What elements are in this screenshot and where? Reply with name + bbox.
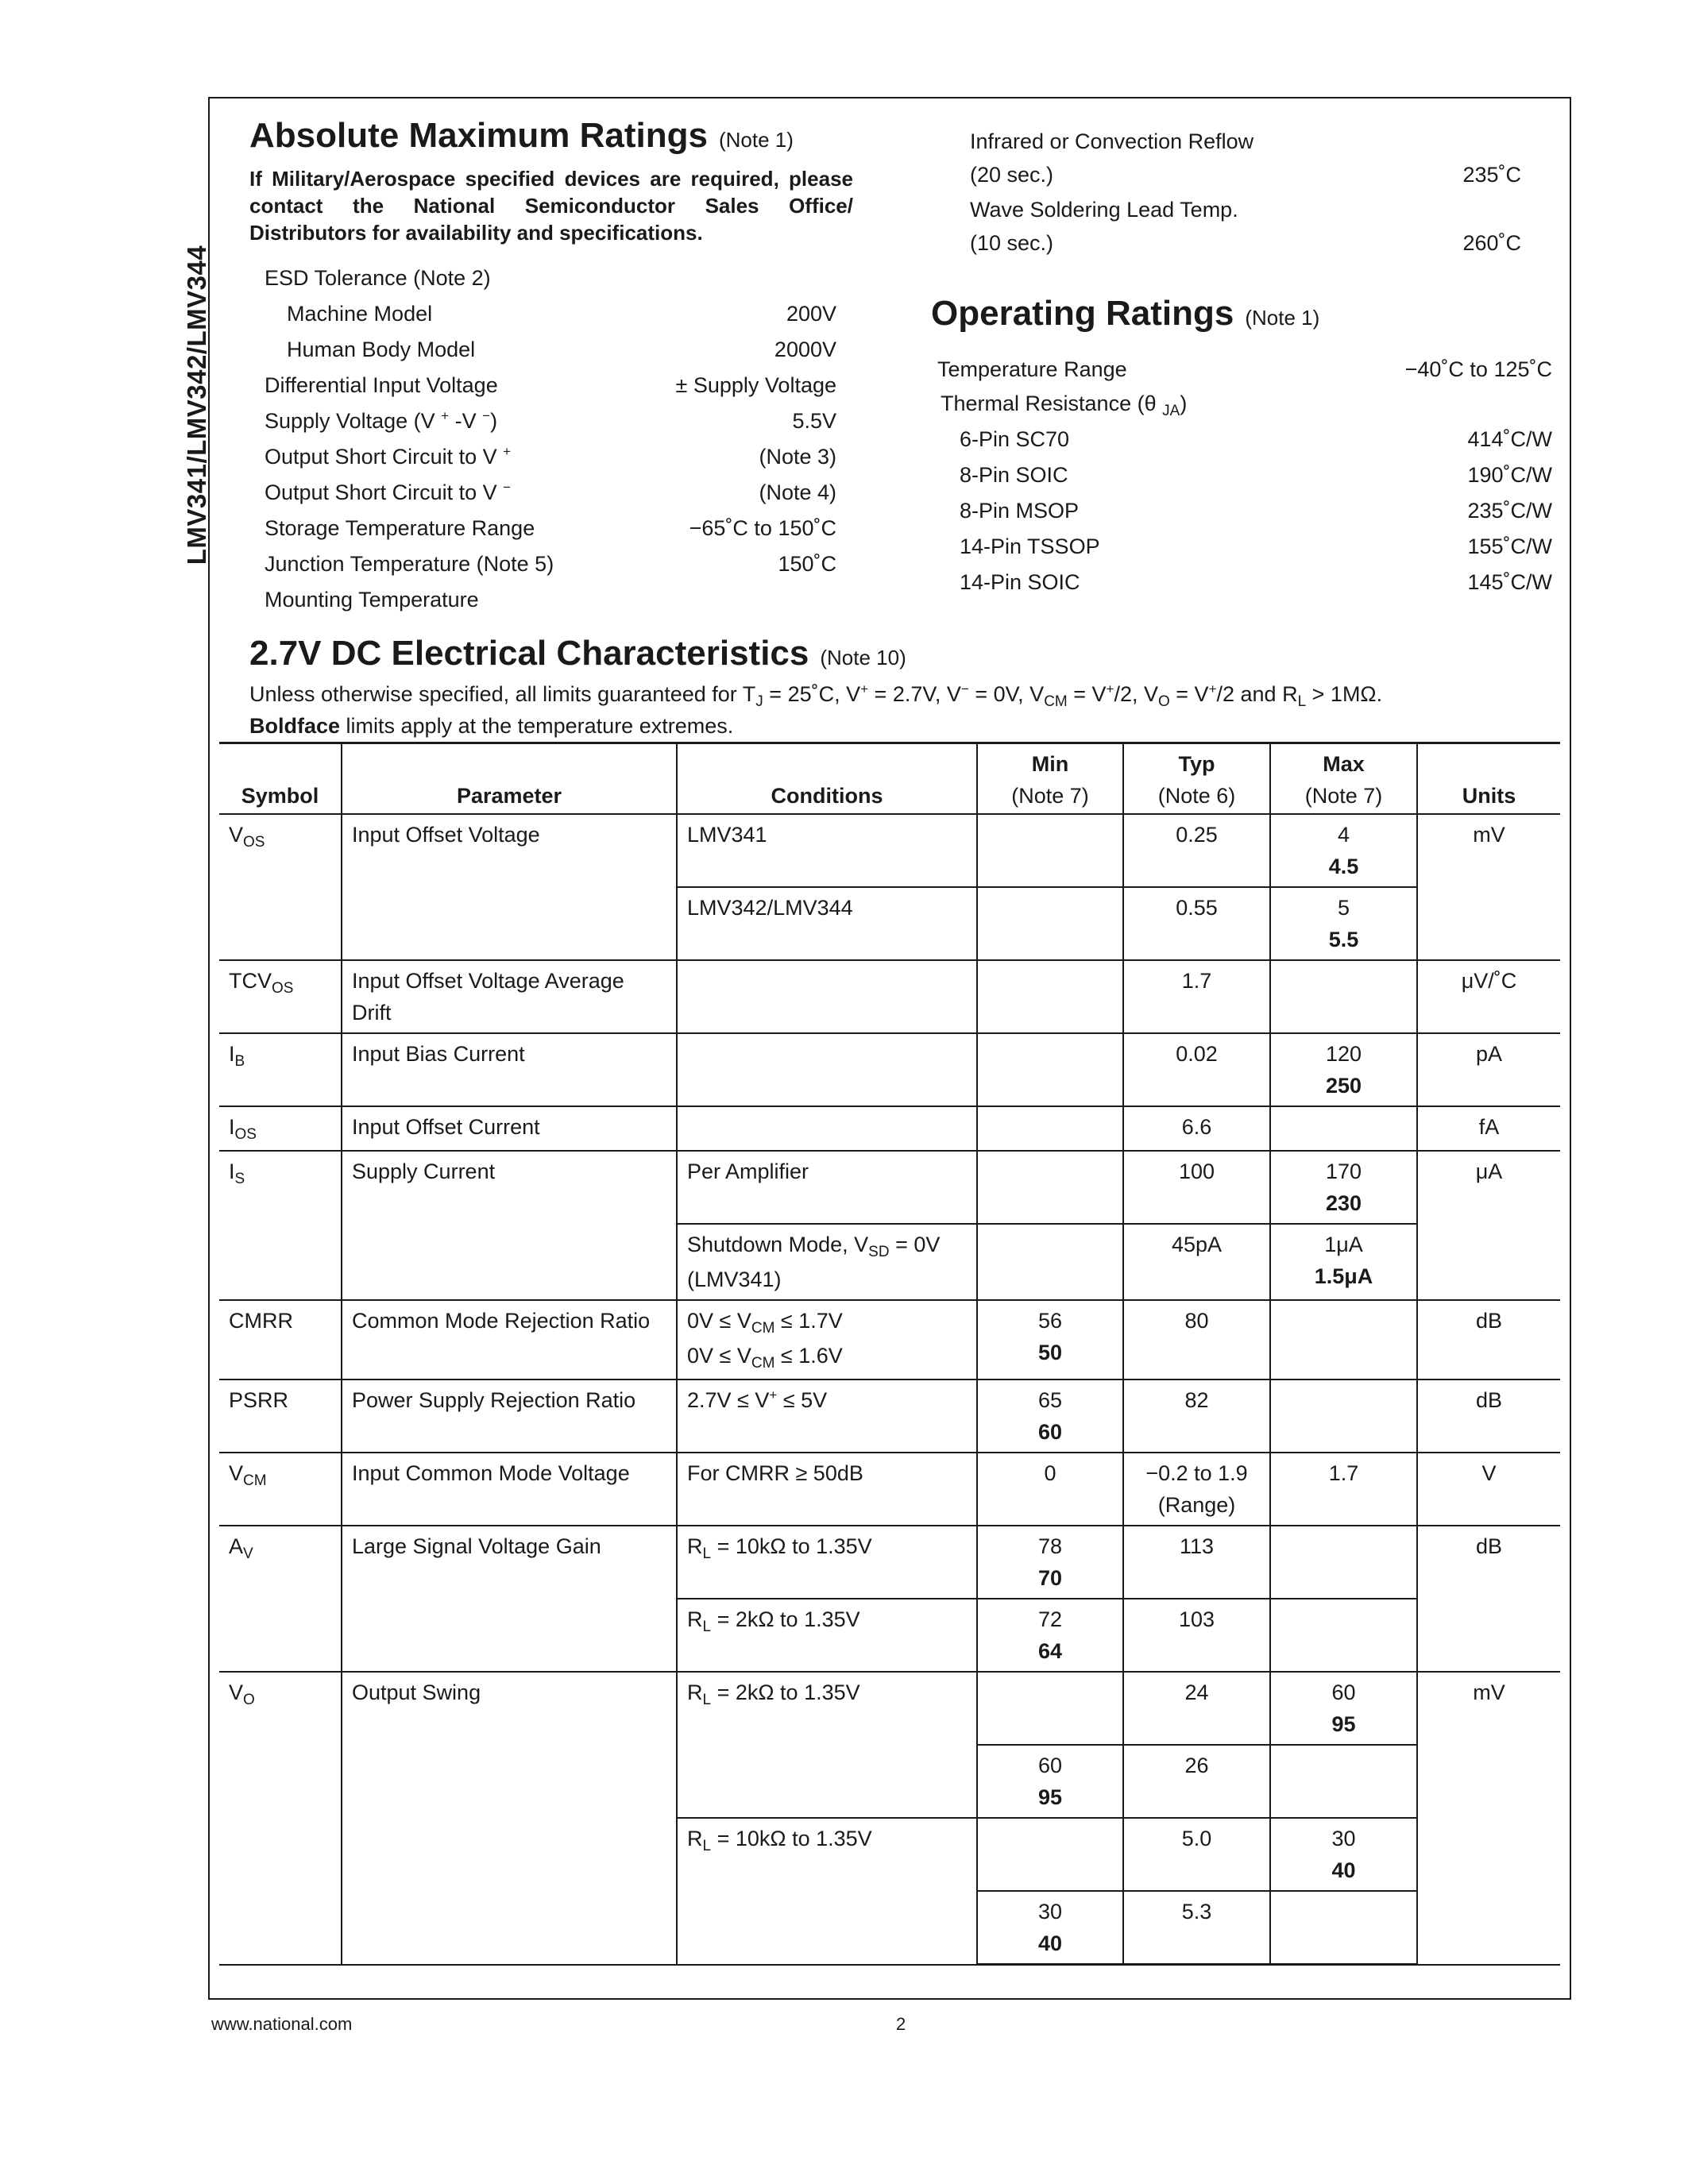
cell-max	[1270, 1599, 1417, 1672]
cell-typ: 26	[1123, 1745, 1270, 1818]
cell-max	[1270, 1526, 1417, 1599]
wave-solder-row	[970, 192, 1521, 227]
temp-range-value: −40˚C to 125˚C	[1404, 357, 1552, 381]
cell-parameter: Input Offset Voltage Average Drift	[342, 960, 677, 1033]
cell-typ: 103	[1123, 1599, 1270, 1672]
pkg-label: 14-Pin SOIC	[960, 570, 1080, 594]
cell-conditions: $R_L = 10k\Omega$ to 1.35V	[677, 1818, 977, 1965]
short-vplus-value: (Note 3)	[759, 445, 836, 469]
pkg-value: 190˚C/W	[1467, 463, 1552, 487]
wave-solder-time-row	[970, 226, 1521, 260]
machine-model-label: Machine Model	[287, 302, 433, 326]
dc-note: (Note 10)	[820, 646, 906, 669]
junction-temp-value: 150˚C	[778, 552, 836, 576]
cell-typ: 5.3	[1123, 1891, 1270, 1965]
cell-parameter: Input Offset Voltage	[342, 814, 677, 960]
cell-max: 170 230	[1270, 1151, 1417, 1224]
header-conditions: Conditions	[677, 743, 977, 815]
cell-units: μV/˚C	[1417, 960, 1560, 1033]
cell-units: pA	[1417, 1033, 1560, 1106]
cell-conditions: $R_L = 2k\Omega$ to 1.35V	[677, 1599, 977, 1672]
cell-typ: 45pA	[1123, 1224, 1270, 1300]
cell-units: dB	[1417, 1300, 1560, 1379]
machine-model-row	[265, 296, 836, 331]
pkg-value: 155˚C/W	[1467, 534, 1552, 558]
cell-units: fA	[1417, 1106, 1560, 1151]
cell-max	[1270, 1745, 1417, 1818]
cell-parameter: Input Common Mode Voltage	[342, 1453, 677, 1526]
cell-conditions: Shutdown Mode, $V_{SD} = 0V$ (LMV341)	[677, 1224, 977, 1300]
table-row	[219, 1300, 1560, 1379]
human-body-model-row	[265, 332, 836, 367]
pkg-row	[960, 529, 1552, 564]
cell-min: 0	[977, 1453, 1123, 1526]
mounting-temp-row	[265, 582, 836, 617]
abs-max-title: Absolute Maximum Ratings	[249, 116, 708, 155]
pkg-row	[960, 493, 1552, 528]
cell-max	[1270, 1379, 1417, 1453]
cell-units: μA	[1417, 1151, 1560, 1300]
cell-conditions: $R_L = 2k\Omega$ to 1.35V	[677, 1672, 977, 1818]
op-ratings-note: (Note 1)	[1245, 306, 1320, 330]
thermal-res-row	[941, 386, 1552, 421]
header-parameter: Parameter	[342, 743, 677, 815]
cell-symbol: $V_{OS}$	[219, 814, 342, 960]
op-ratings-title: Operating Ratings	[931, 294, 1234, 333]
short-vplus-label: Output Short Circuit to V +	[265, 444, 512, 469]
cell-conditions: For CMRR ≥ 50dB	[677, 1453, 977, 1526]
cell-typ: −0.2 to 1.9 (Range)	[1123, 1453, 1270, 1526]
cell-symbol: CMRR	[219, 1300, 342, 1379]
cell-units: V	[1417, 1453, 1560, 1526]
dc-heading	[249, 634, 906, 673]
pkg-value: 145˚C/W	[1467, 570, 1552, 594]
cell-symbol: $I_S$	[219, 1151, 342, 1300]
cell-parameter: Output Swing	[342, 1672, 677, 1965]
pkg-label: 8-Pin SOIC	[960, 463, 1068, 487]
table-row	[219, 1526, 1560, 1599]
dc-title: 2.7V DC Electrical Characteristics	[249, 634, 809, 673]
cell-typ: 100	[1123, 1151, 1270, 1224]
temp-range-label: Temperature Range	[937, 357, 1127, 381]
footer-url[interactable]: www.national.com	[211, 2014, 353, 2034]
cell-min	[977, 814, 1123, 887]
cell-parameter: Input Bias Current	[342, 1033, 677, 1106]
cell-typ: 80	[1123, 1300, 1270, 1379]
storage-temp-value: −65˚C to 150˚C	[689, 516, 836, 540]
cell-min: 56 50	[977, 1300, 1123, 1379]
op-ratings-heading	[931, 294, 1319, 334]
short-vplus-row	[265, 439, 836, 474]
cell-units: dB	[1417, 1379, 1560, 1453]
cell-min: 60 95	[977, 1745, 1123, 1818]
pkg-row	[960, 422, 1552, 457]
cell-max: 120 250	[1270, 1033, 1417, 1106]
cell-max	[1270, 960, 1417, 1033]
cell-min	[977, 1818, 1123, 1891]
cell-typ: 6.6	[1123, 1106, 1270, 1151]
wave-solder-label: Wave Soldering Lead Temp.	[970, 198, 1238, 222]
cell-typ: 0.25	[1123, 814, 1270, 887]
table-row	[219, 1033, 1560, 1106]
pkg-row	[960, 457, 1552, 492]
cell-typ: 0.55	[1123, 887, 1270, 960]
temp-range-row	[937, 352, 1552, 387]
header-max: Max (Note 7)	[1270, 743, 1417, 815]
junction-temp-row	[265, 546, 836, 581]
ir-reflow-time-row	[970, 157, 1521, 192]
header-min: Min (Note 7)	[977, 743, 1123, 815]
cell-conditions: $R_L = 10k\Omega$ to 1.35V	[677, 1526, 977, 1599]
short-vminus-label: Output Short Circuit to V −	[265, 480, 512, 504]
cell-typ: 24	[1123, 1672, 1270, 1745]
dc-intro	[249, 680, 1382, 740]
cell-symbol: $TCV_{OS}$	[219, 960, 342, 1033]
pkg-label: 8-Pin MSOP	[960, 499, 1080, 523]
ir-reflow-sublabel: (20 sec.)	[970, 163, 1054, 187]
cell-typ: 1.7	[1123, 960, 1270, 1033]
cell-conditions	[677, 1033, 977, 1106]
cell-typ: 5.0	[1123, 1818, 1270, 1891]
table-row	[219, 814, 1560, 887]
cell-parameter: Common Mode Rejection Ratio	[342, 1300, 677, 1379]
mounting-temp-label: Mounting Temperature	[265, 588, 479, 612]
cell-max: 1μA 1.5μA	[1270, 1224, 1417, 1300]
cell-symbol: $V_{CM}$	[219, 1453, 342, 1526]
cell-min	[977, 887, 1123, 960]
cell-conditions: LMV342/LMV344	[677, 887, 977, 960]
junction-temp-label: Junction Temperature (Note 5)	[265, 552, 554, 576]
supply-voltage-label: Supply Voltage (V + -V −)	[265, 408, 498, 433]
dc-intro-line2: Boldface limits apply at the temperature extremes.	[249, 714, 734, 738]
cell-max: 5 5.5	[1270, 887, 1417, 960]
table-row	[219, 1453, 1560, 1526]
cell-max: 60 95	[1270, 1672, 1417, 1745]
table-row	[219, 1672, 1560, 1745]
cell-max: 4 4.5	[1270, 814, 1417, 887]
ir-reflow-value: 235˚C	[1462, 163, 1521, 187]
short-vminus-row	[265, 475, 836, 510]
cell-symbol: $V_O$	[219, 1672, 342, 1965]
military-warning: If Military/Aerospace specified devices are required, please contact the National Semiconductor Sales Office/ Distributors for availability and specifications.	[249, 167, 853, 245]
cell-conditions	[677, 960, 977, 1033]
cell-max	[1270, 1106, 1417, 1151]
human-body-model-value: 2000V	[774, 338, 836, 361]
header-typ: Typ (Note 6)	[1123, 743, 1270, 815]
page-number: 2	[896, 2014, 906, 2034]
cell-min	[977, 1033, 1123, 1106]
pkg-label: 6-Pin SC70	[960, 427, 1070, 451]
diff-input-row	[265, 368, 836, 403]
pkg-value: 414˚C/W	[1467, 427, 1552, 451]
supply-voltage-value: 5.5V	[792, 409, 836, 433]
short-vminus-value: (Note 4)	[759, 480, 836, 504]
cell-min: 30 40	[977, 1891, 1123, 1965]
ir-reflow-label: Infrared or Convection Reflow	[970, 129, 1254, 153]
diff-input-value: ± Supply Voltage	[675, 373, 836, 397]
cell-units: mV	[1417, 1672, 1560, 1965]
abs-max-heading	[249, 116, 794, 156]
cell-min	[977, 1224, 1123, 1300]
cell-parameter: Supply Current	[342, 1151, 677, 1300]
cell-min	[977, 960, 1123, 1033]
supply-voltage-row	[265, 403, 836, 438]
cell-min	[977, 1106, 1123, 1151]
pkg-row	[960, 565, 1552, 600]
table-row	[219, 1379, 1560, 1453]
table-row	[219, 1106, 1560, 1151]
cell-typ: 82	[1123, 1379, 1270, 1453]
esd-label: ESD Tolerance (Note 2)	[265, 266, 491, 290]
human-body-model-label: Human Body Model	[287, 338, 476, 361]
cell-conditions: LMV341	[677, 814, 977, 887]
ir-reflow-row	[970, 124, 1521, 159]
cell-max: 1.7	[1270, 1453, 1417, 1526]
pkg-value: 235˚C/W	[1467, 499, 1552, 523]
cell-max: 30 40	[1270, 1818, 1417, 1891]
cell-symbol: $I_{OS}$	[219, 1106, 342, 1151]
cell-conditions	[677, 1106, 977, 1151]
cell-typ: 113	[1123, 1526, 1270, 1599]
table-row	[219, 960, 1560, 1033]
cell-typ: 0.02	[1123, 1033, 1270, 1106]
dc-characteristics-table	[219, 742, 1560, 1966]
cell-units: mV	[1417, 814, 1560, 960]
cell-min: 78 70	[977, 1526, 1123, 1599]
thermal-res-label: Thermal Resistance (θ $_{JA}$)	[941, 392, 1188, 419]
diff-input-label: Differential Input Voltage	[265, 373, 498, 397]
cell-parameter: Large Signal Voltage Gain	[342, 1526, 677, 1672]
storage-temp-label: Storage Temperature Range	[265, 516, 535, 540]
cell-max	[1270, 1891, 1417, 1965]
esd-tolerance-row	[265, 260, 836, 295]
header-symbol: Symbol	[219, 743, 342, 815]
cell-conditions: $0V \le V_{CM} \le 1.7V$ $0V \le V_{CM} \le 1.6V$	[677, 1300, 977, 1379]
dc-intro-line1: Unless otherwise specified, all limits guaranteed for $T_J$ = 25˚C, V+ = 2.7V, V− = 0V, $V_{CM} = V^+/2$, $V_O = V^+/2$ and $R_L > 1M\Omega$.	[249, 681, 1383, 710]
cell-min	[977, 1151, 1123, 1224]
cell-max	[1270, 1300, 1417, 1379]
cell-symbol: $I_B$	[219, 1033, 342, 1106]
side-part-number-title: LMV341/LMV342/LMV344	[182, 245, 211, 565]
cell-min	[977, 1672, 1123, 1745]
pkg-label: 14-Pin TSSOP	[960, 534, 1100, 558]
header-units: Units	[1417, 743, 1560, 815]
table-row	[219, 1151, 1560, 1224]
machine-model-value: 200V	[786, 302, 836, 326]
wave-solder-sublabel: (10 sec.)	[970, 231, 1054, 255]
cell-conditions: 2.7V ≤ V+ ≤ 5V	[677, 1379, 977, 1453]
wave-solder-value: 260˚C	[1462, 231, 1521, 255]
table-header-row	[219, 743, 1560, 815]
cell-symbol: PSRR	[219, 1379, 342, 1453]
abs-max-note: (Note 1)	[718, 128, 794, 152]
cell-parameter: Input Offset Current	[342, 1106, 677, 1151]
storage-temp-row	[265, 511, 836, 546]
cell-parameter: Power Supply Rejection Ratio	[342, 1379, 677, 1453]
cell-symbol: $A_V$	[219, 1526, 342, 1672]
cell-min: 72 64	[977, 1599, 1123, 1672]
cell-min: 65 60	[977, 1379, 1123, 1453]
cell-units: dB	[1417, 1526, 1560, 1672]
cell-conditions: Per Amplifier	[677, 1151, 977, 1224]
